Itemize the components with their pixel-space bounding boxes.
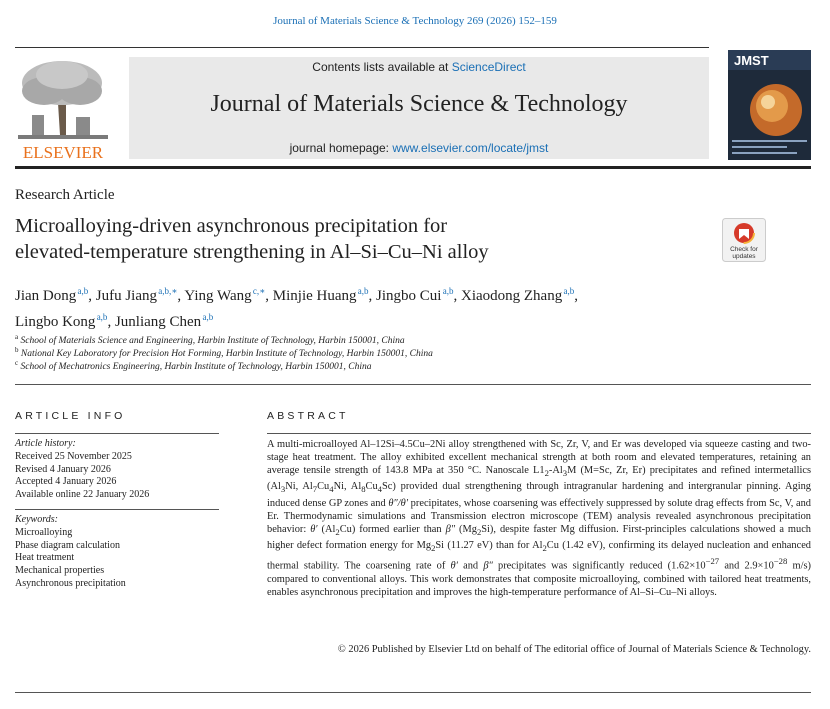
article-history (15, 438, 149, 502)
article-info-heading: ARTICLE INFO (15, 410, 126, 422)
author-name[interactable]: Jufu Jiang (95, 288, 158, 304)
author-name[interactable]: Ying Wang (184, 288, 252, 304)
keywords-label: Keywords: (15, 514, 58, 525)
divider (15, 692, 811, 693)
abstract-heading: ABSTRACT (267, 410, 349, 422)
journal-cover-image[interactable] (728, 50, 811, 160)
abstract-text: A multi-microalloyed Al–12Si–4.5Cu–2Ni alloy strengthened with Sc, Zr, V, and Er was developed via squeeze casting and two-stage heat treatment. The alloy exhibited excellent mechanical strength at both room and elevated temperatures, retaining an average tensile strength of 143.8 MPa at 350 °C. Nanoscale $L1_2-Al_3M$ (M=Sc, Zr, Er) precipitates and refined intermetallics ($Al_3Ni$, $Al_7Cu_4Ni$, $Al_8Cu_4Sc$) provided dual strengthening through intragranular hardening and intergranular pinning. Aging induced dense GP zones and θ″/θ′ precipitates, whose coarsening was effectively suppressed by solute drag effects from Sc, V, and Er. Thermodynamic simulations and Transmission electron microscope (TEM) analysis revealed asynchronous precipitation behavior: θ′ $(Al_2Cu)$ formed earlier than β″ $(Mg_2Si)$, despite faster Mg diffusion. First-principles calculations showed a much higher defect formation energy for $Mg_2Si$ (11.27 eV) than for $Al_2Cu$ (1.42 eV), confirming its delayed nucleation and enhanced thermal stability. The coarsening rate of θ′ and β″ precipitates was significantly reduced ($1.62\times 10^{-27}$ and $2.9\times 10^{-28}$ m/s) compared to conventional alloys. This work demonstrates that composite microalloying, combined with tailored heat treatments, enables asynchronous precipitation and improves the high-temperature performance of Al–Si–Cu–Ni alloys. (267, 439, 812, 598)
check-for-updates-icon (722, 218, 766, 262)
check-for-updates-label-1: Check for (730, 246, 758, 253)
affiliation-key: a (15, 333, 19, 341)
keywords-block (15, 514, 126, 591)
elsevier-wordmark: ELSEVIER (22, 143, 104, 161)
history-revised: Revised 4 January 2026 (15, 463, 111, 475)
cover-title: JMST (734, 53, 769, 68)
journal-citation[interactable]: Journal of Materials Science & Technology 269 (2026) 152–159 (273, 15, 557, 27)
affiliation-b (15, 346, 433, 359)
history-label: Article history: (15, 438, 76, 449)
author-name[interactable]: Xiaodong Zhang (460, 288, 563, 304)
journal-title[interactable]: Journal of Materials Science & Technology (210, 91, 628, 117)
affiliation-a (15, 333, 405, 346)
author-name[interactable]: Junliang Chen (114, 314, 202, 330)
contents-prefix: Contents lists available at (312, 60, 452, 74)
divider (15, 509, 219, 510)
author-affiliation-marker[interactable]: c,∗ (252, 286, 266, 296)
keyword-item: Microalloying (15, 526, 73, 538)
copyright-notice: © 2026 Published by Elsevier Ltd on behalf of The editorial office of Journal of Materials Science & Technology. (337, 644, 811, 655)
affiliation-c (15, 359, 372, 372)
keyword-item: Mechanical properties (15, 565, 105, 577)
divider (267, 433, 811, 434)
history-received: Received 25 November 2025 (15, 450, 132, 462)
author-affiliation-marker[interactable]: a,b (202, 312, 214, 322)
affiliation-key: c (15, 359, 19, 367)
elsevier-logo[interactable] (14, 57, 112, 161)
header-divider (15, 166, 811, 169)
cover-art-icon (728, 50, 811, 160)
affiliation-text: School of Materials Science and Engineering, Harbin Institute of Technology, Harbin 150001, China (20, 336, 405, 347)
homepage-link[interactable]: www.elsevier.com/locate/jmst (392, 141, 549, 155)
elsevier-tree-icon (14, 57, 112, 161)
divider (15, 433, 219, 434)
author-affiliation-marker[interactable]: a,b (442, 286, 454, 296)
keyword-item: Phase diagram calculation (15, 539, 120, 551)
author-affiliation-marker[interactable]: a,b (96, 312, 108, 322)
contents-line (129, 60, 709, 74)
author-affiliation-marker[interactable]: a,b (563, 286, 575, 296)
check-for-updates-label-2: updates (732, 253, 756, 260)
homepage-prefix: journal homepage: (289, 141, 393, 155)
divider (15, 384, 811, 385)
divider (15, 47, 709, 48)
journal-banner (129, 57, 709, 159)
author-name[interactable]: Jian Dong (15, 288, 77, 304)
author-affiliation-marker[interactable]: a,b (357, 286, 369, 296)
author-name[interactable]: Lingbo Kong (15, 314, 96, 330)
article-title (15, 213, 695, 265)
homepage-line (129, 141, 709, 155)
author-affiliation-marker[interactable]: a,b,∗ (158, 286, 178, 296)
author-name[interactable]: Minjie Huang (272, 288, 357, 304)
title-line-2: elevated-temperature strengthening in Al–Si–Cu–Ni alloy (15, 241, 489, 263)
author-affiliation-marker[interactable]: a,b (77, 286, 89, 296)
history-accepted: Accepted 4 January 2026 (15, 476, 117, 488)
article-type: Research Article (15, 187, 115, 203)
author-list: Jian Dong $^{a,b}$, Jufu Jiang $^{a,b,∗}$, Ying Wang $^{c,∗}$, Minjie Huang $^{a,b}$, Jingbo Cui $^{a,b}$, Xiaodong Zhang $^{a,b}$, Lingbo Kong $^{a,b}$, Junliang Chen $^{a,b}$ (15, 286, 578, 330)
title-line-1: Microalloying-driven asynchronous precipitation for (15, 215, 448, 237)
affiliation-text: School of Mechatronics Engineering, Harbin Institute of Technology, Harbin 150001, China (20, 362, 372, 373)
history-online: Available online 22 January 2026 (15, 489, 150, 501)
author-name[interactable]: Jingbo Cui (376, 288, 442, 304)
check-for-updates-button[interactable] (722, 218, 766, 262)
keyword-item: Heat treatment (15, 552, 75, 564)
affiliation-text: National Key Laboratory for Precision Hot Forming, Harbin Institute of Technology, Harbin 150001, China (20, 349, 433, 360)
sciencedirect-link[interactable]: ScienceDirect (451, 60, 526, 74)
affiliation-key: b (15, 346, 19, 354)
keyword-item: Asynchronous precipitation (15, 577, 126, 589)
